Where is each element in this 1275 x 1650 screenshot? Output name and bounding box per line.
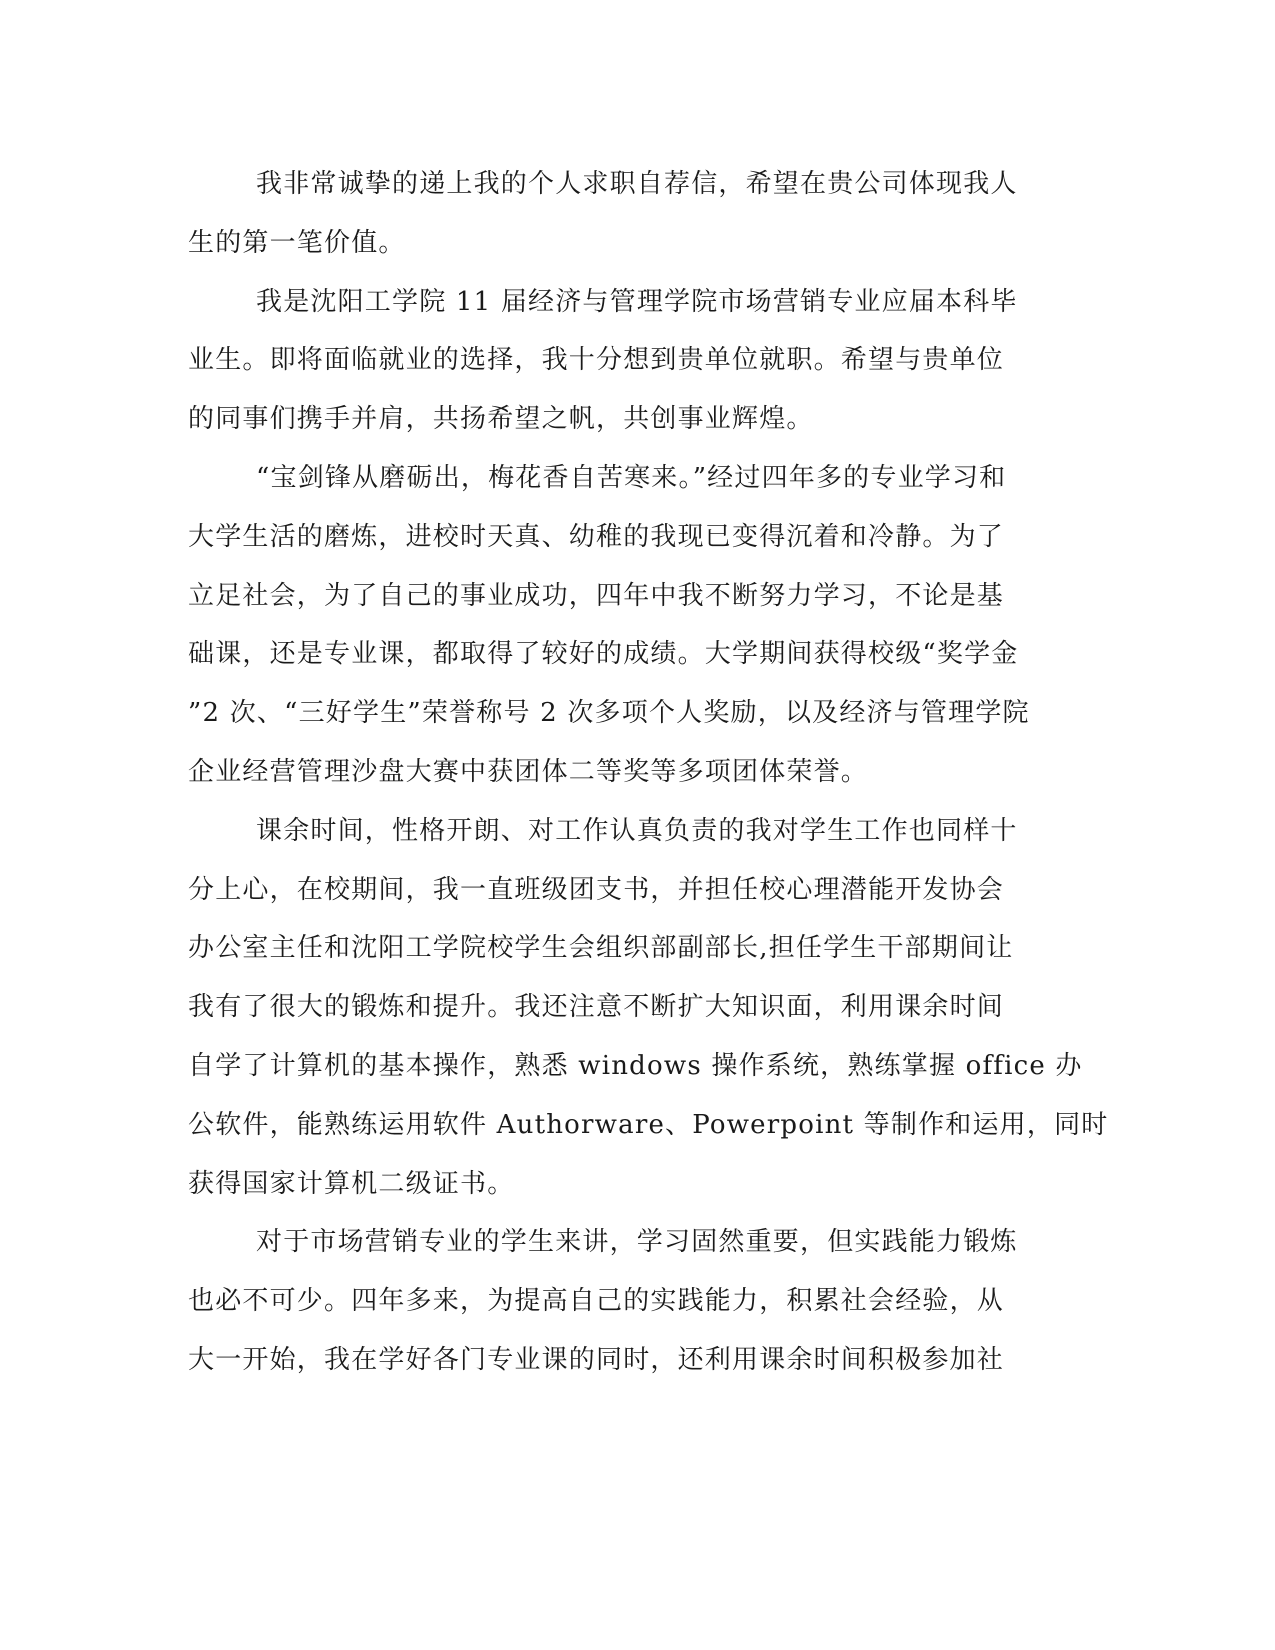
text-line: 础课，还是专业课，都取得了较好的成绩。大学期间获得校级“奖学金 (188, 639, 1019, 670)
text-line: 立足社会，为了自己的事业成功，四年中我不断努力学习，不论是基 (188, 580, 1005, 611)
text-line: 业生。即将面临就业的选择，我十分想到贵单位就职。希望与贵单位 (188, 345, 1005, 376)
text-line: 大一开始，我在学好各门专业课的同时，还利用课余时间积极参加社 (188, 1344, 1005, 1375)
paragraph-study (188, 449, 1088, 802)
paragraph-activities (188, 802, 1109, 1214)
paragraph-intro (188, 155, 1088, 273)
letter-body (188, 155, 1109, 1390)
text-line: 的同事们携手并肩，共扬希望之帆，共创事业辉煌。 (188, 404, 814, 435)
text-line: 也必不可少。四年多来，为提高自己的实践能力，积累社会经验，从 (188, 1286, 1005, 1317)
text-line: 获得国家计算机二级证书。 (188, 1168, 515, 1199)
text-line: 我非常诚挚的递上我的个人求职自荐信，希望在贵公司体现我人 (256, 169, 1018, 199)
text-line: 我是沈阳工学院 11 届经济与管理学院市场营销专业应届本科毕 (256, 286, 1018, 317)
text-line: 企业经营管理沙盘大赛中获团体二等奖等多项团体荣誉。 (188, 756, 869, 787)
text-line: 我有了很大的锻炼和提升。我还注意不断扩大知识面，利用课余时间 (188, 992, 1005, 1023)
paragraph-practice (188, 1213, 1088, 1389)
text-line: “宝剑锋从磨砺出，梅花香自苦寒来。”经过四年多的专业学习和 (256, 462, 1007, 493)
text-line: 大学生活的磨炼，进校时天真、幼稚的我现已变得沉着和冷静。为了 (188, 521, 1005, 552)
text-line: 办公室主任和沈阳工学院校学生会组织部副部长,担任学生干部期间让 (188, 933, 1014, 964)
paragraph-background (188, 273, 1088, 449)
text-line: ”2 次、“三好学生”荣誉称号 2 次多项个人奖励，以及经济与管理学院 (188, 698, 1030, 729)
text-line: 对于市场营销专业的学生来讲，学习固然重要，但实践能力锻炼 (256, 1227, 1018, 1258)
text-line: 分上心，在校期间，我一直班级团支书，并担任校心理潜能开发协会 (188, 874, 1005, 905)
text-line: 公软件，能熟练运用软件 Authorware、Powerpoint 等制作和运用，同时 (188, 1109, 1109, 1140)
text-line: 自学了计算机的基本操作，熟悉 windows 操作系统，熟练掌握 office 办 (188, 1050, 1083, 1081)
text-line: 课余时间，性格开朗、对工作认真负责的我对学生工作也同样十 (256, 815, 1018, 846)
text-line: 生的第一笔价值。 (188, 227, 406, 258)
